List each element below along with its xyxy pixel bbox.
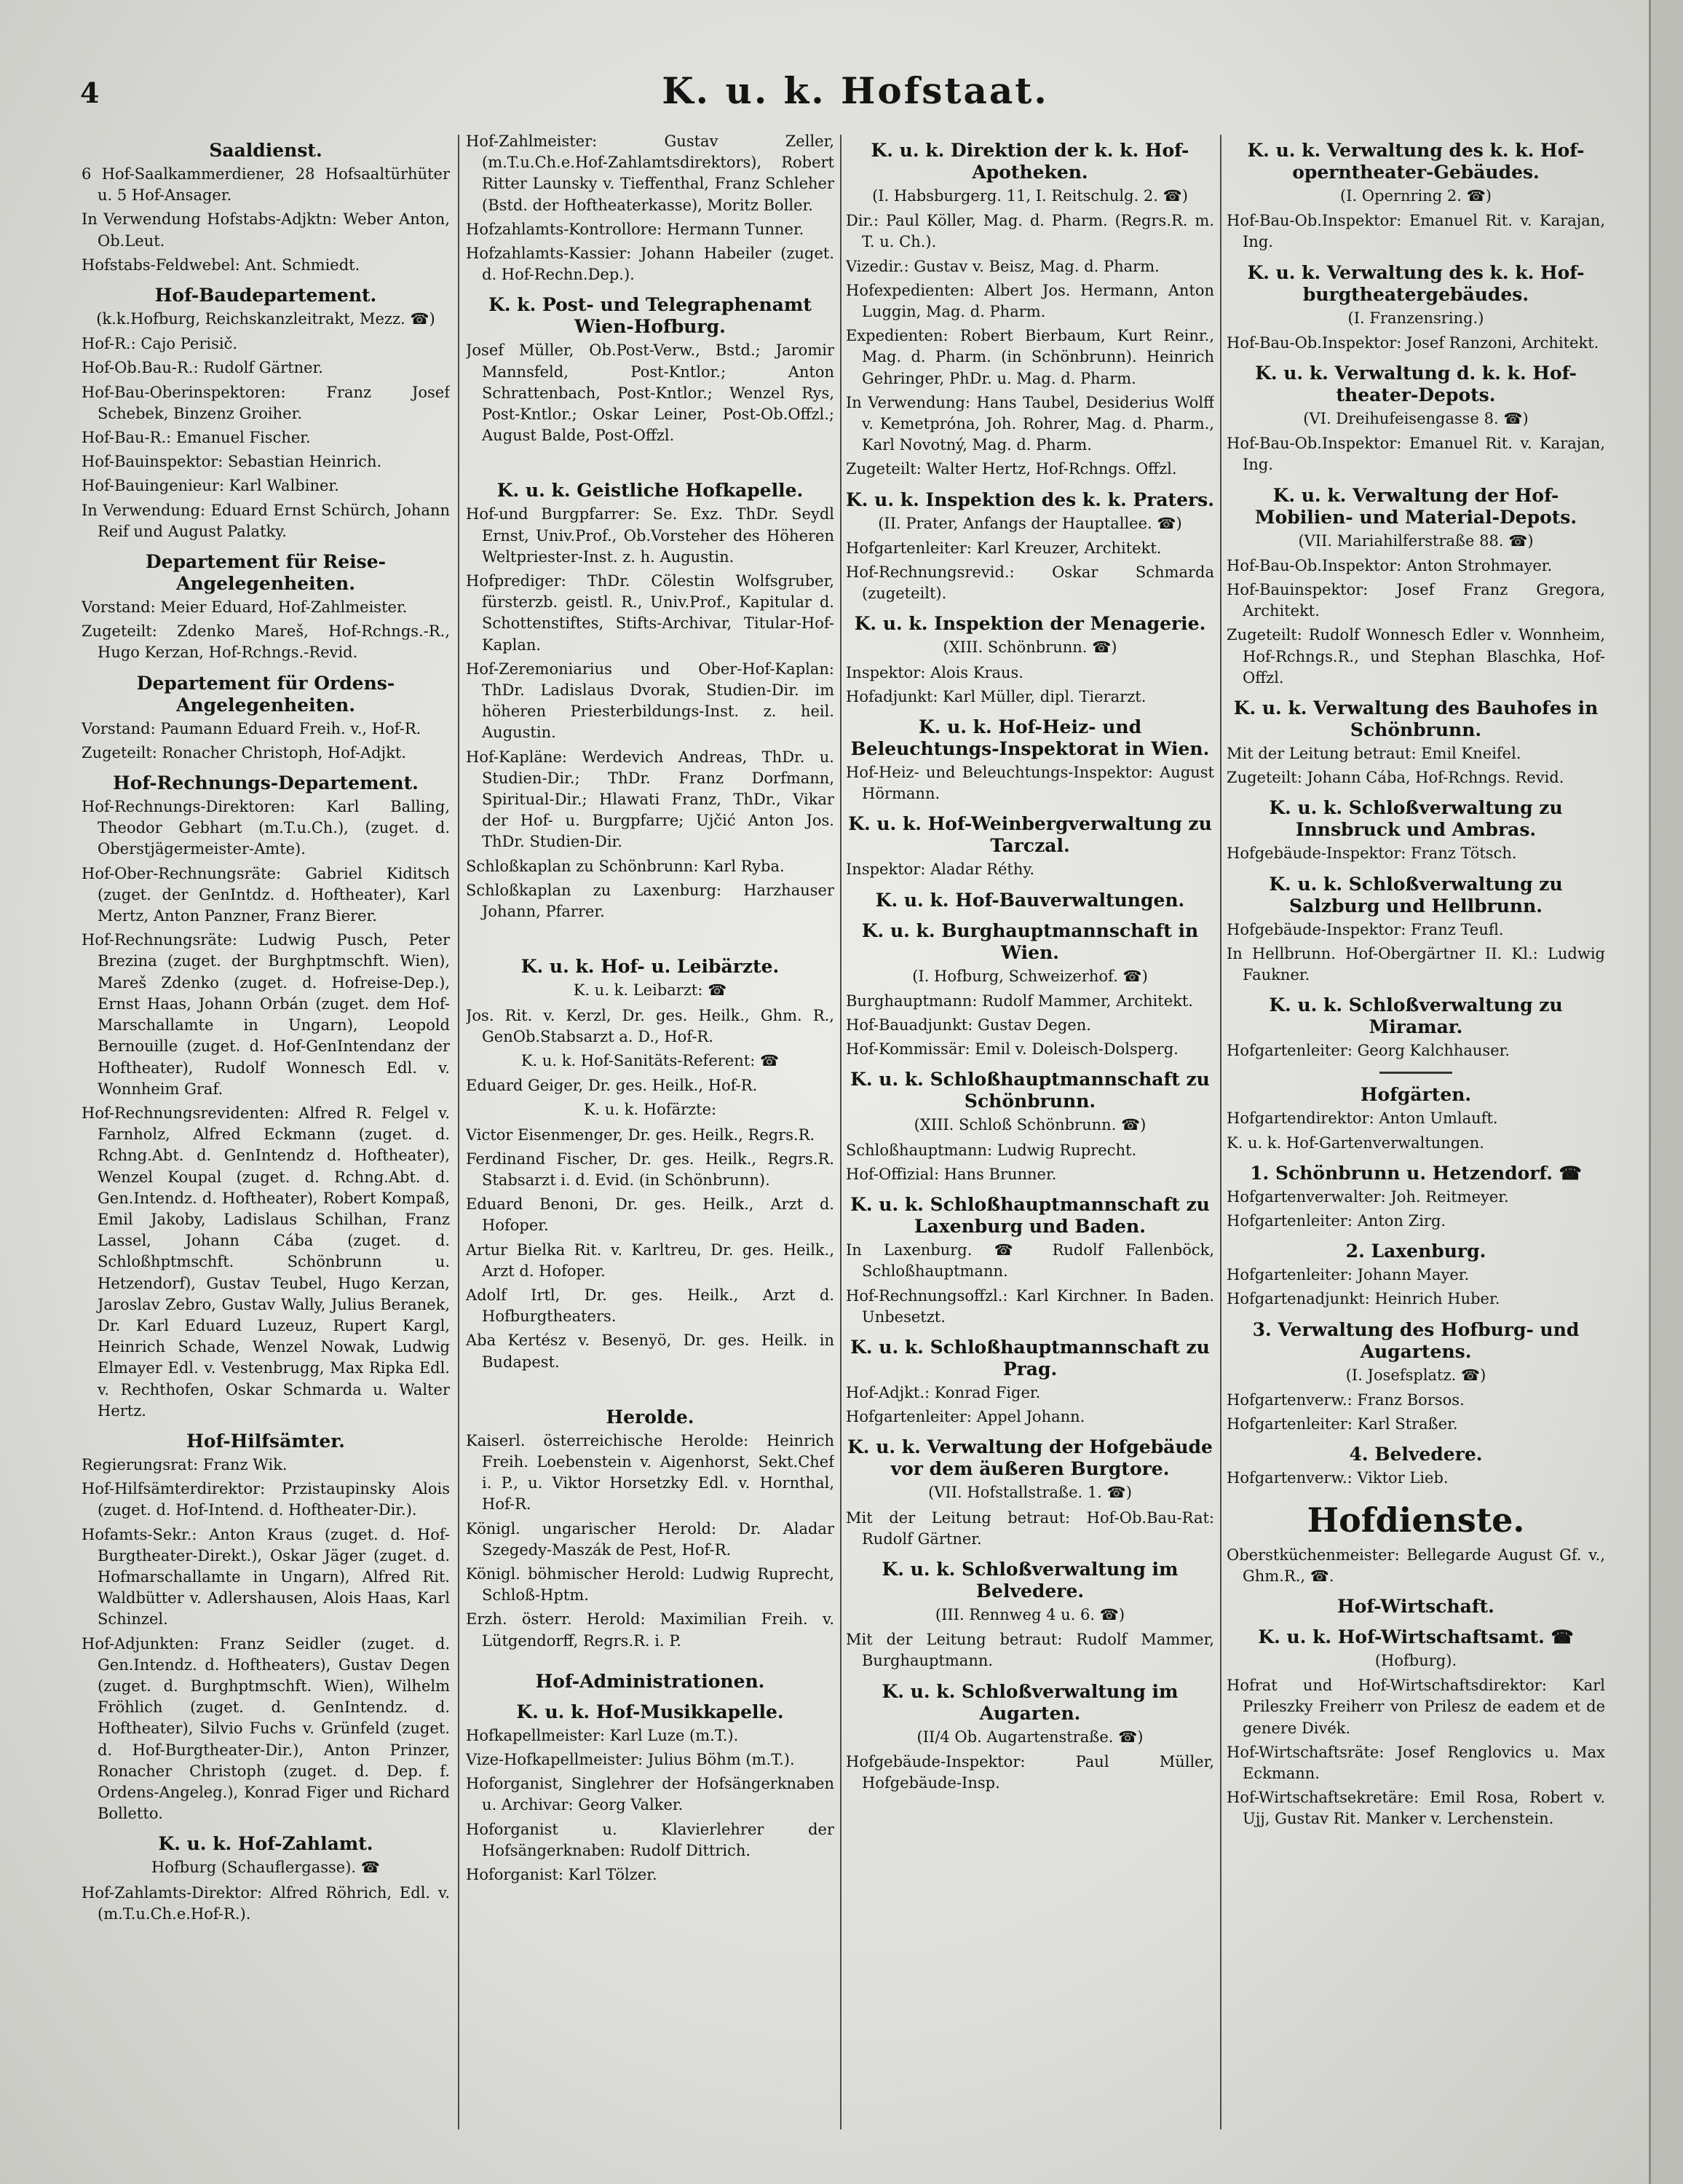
entry-text: Hof-Wirtschaftsräte: Josef Renglovics u. Max Eckmann. [1227, 1743, 1605, 1782]
address-line: (I. Habsburgerg. 11, I. Reitschulg. 2. ☎) [872, 187, 1188, 205]
entry-text: Eduard Geiger, Dr. ges. Heilk., Hof-R. [466, 1077, 758, 1095]
entry-text: Vize-Hofkapellmeister: Julius Böhm (m.T.). [466, 1750, 795, 1768]
separator-rule [1379, 1072, 1452, 1074]
section-heading: K. u. k. Hof-Wirtschaftsamt. ☎ [1258, 1626, 1574, 1647]
section-heading: Hofgärten. [1360, 1084, 1472, 1106]
entry-text: Inspektor: Alois Kraus. [846, 663, 1023, 681]
entry-text: Königl. ungarischer Herold: Dr. Aladar Szegedy-Maszák de Pest, Hof-R. [466, 1519, 834, 1559]
address-line: (I. Opernring 2. ☎) [1340, 187, 1492, 205]
entry-text: Hof-Ob.Bau-R.: Rudolf Gärtner. [82, 359, 323, 377]
section-heading: K. u. k. Hof-Weinbergverwaltung zu Tarczal. [848, 813, 1212, 857]
entry-text: Hof-Bau-Ob.Inspektor: Josef Ranzoni, Architekt. [1227, 333, 1599, 352]
entry-text: Hofamts-Sekr.: Anton Kraus (zuget. d. Hof-Burgtheater-Direkt.), Oskar Jäger (zuget. d. Hofmarschallamte in Ungarn), Alfred Rit. Waldbütter v. Adlershausen, Alois Haas, Karl Schinzel. [82, 1525, 450, 1629]
entry-text: Hofzahlamts-Kassier: Johann Habeiler (zuget. d. Hof-Rechn.Dep.). [466, 245, 834, 284]
entry-text: Hof-und Burgpfarrer: Se. Exz. ThDr. Seydl Ernst, Univ.Prof., Ob.Vorsteher des Höheren Weltpriester-Inst. z. h. Augustin. [466, 505, 834, 566]
entry-text: Vizedir.: Gustav v. Beisz, Mag. d. Pharm. [846, 257, 1160, 275]
section-heading: K. u. k. Schloßverwaltung im Augarten. [882, 1680, 1179, 1724]
entry-text: Hof-Kommissär: Emil v. Doleisch-Dolsperg. [846, 1040, 1179, 1059]
entry-text: Hof-Zeremoniarius und Ober-Hof-Kaplan: ThDr. Ladislaus Dvorak, Studien-Dir. im höheren Priesterbildungs-Inst. z. heil. Augustin. [466, 660, 834, 742]
entry-text: Hof-Offizial: Hans Brunner. [846, 1165, 1057, 1183]
entry-text: Expedienten: Robert Bierbaum, Kurt Reinr., Mag. d. Pharm. (in Schönbrunn). Heinrich Gehringer, PhDr. u. Mag. d. Pharm. [846, 327, 1214, 387]
entry-text: Schloßkaplan zu Laxenburg: Harzhauser Johann, Pfarrer. [466, 881, 834, 921]
column-4 [1227, 131, 1605, 2140]
address-line: (II. Prater, Anfangs der Hauptallee. ☎) [878, 514, 1182, 532]
section-heading: K. u. k. Burghauptmannschaft in Wien. [861, 919, 1199, 963]
entry-text: Hofgartenleiter: Appel Johann. [846, 1408, 1085, 1426]
column-2 [466, 131, 834, 2140]
entry-text: 6 Hof-Saalkammerdiener, 28 Hofsaaltürhüter u. 5 Hof-Ansager. [82, 165, 450, 205]
section-heading: K. u. k. Verwaltung des k. k. Hof-operntheater-Gebäudes. [1247, 140, 1585, 183]
address-line: (VII. Mariahilferstraße 88. ☎) [1298, 531, 1534, 550]
entry-text: In Hellbrunn. Hof-Obergärtner II. Kl.: Ludwig Faukner. [1227, 944, 1605, 984]
entry-text: Hofgartenleiter: Karl Kreuzer, Architekt. [846, 539, 1162, 557]
entry-text: Mit der Leitung betraut: Hof-Ob.Bau-Rat: Rudolf Gärtner. [846, 1508, 1214, 1548]
section-heading: K. u. k. Hof-Bauverwaltungen. [875, 889, 1185, 911]
address-line: (I. Franzensring.) [1347, 309, 1484, 327]
entry-text: Kaiserl. österreichische Herolde: Heinrich Freih. Loebenstein v. Aigenhorst, Sekt.Chef i. P., u. Viktor Horsetzky Edl. v. Hornthal, Hof-R. [466, 1431, 834, 1514]
section-heading: K. u. k. Hof-Musikkapelle. [516, 1701, 784, 1722]
entry-text: Vorstand: Meier Eduard, Hof-Zahlmeister. [82, 598, 408, 617]
entry-text: Hof-Adjkt.: Konrad Figer. [846, 1383, 1041, 1401]
entry-text: Schloßhauptmann: Ludwig Ruprecht. [846, 1141, 1137, 1159]
entry-text: Hofgartenverw.: Franz Borsos. [1227, 1390, 1465, 1409]
address-line: K. u. k. Leibarzt: ☎ [573, 981, 727, 1000]
section-heading: K. u. k. Hof- u. Leibärzte. [520, 956, 780, 978]
section-heading: Hof-Wirtschaft. [1337, 1595, 1494, 1617]
major-heading: Hofdienste. [1307, 1500, 1525, 1540]
entry-text: Hofgartenverw.: Viktor Lieb. [1227, 1469, 1449, 1487]
entry-text: Josef Müller, Ob.Post-Verw., Bstd.; Jaromir Mannsfeld, Post-Kntlor.; Anton Schrattenbach, Post-Kntlor.; Wenzel Rys, Post-Kntlor.; Oskar Leiner, Post-Ob.Offzl.; August Balde, Post-Offzl. [466, 341, 834, 445]
entry-text: Oberstküchenmeister: Bellegarde August Gf. v., Ghm.R., ☎. [1227, 1546, 1605, 1585]
section-heading: K. u. k. Schloßverwaltung zu Salzburg und Hellbrunn. [1269, 873, 1563, 917]
entry-text: Victor Eisenmenger, Dr. ges. Heilk., Regrs.R. [466, 1125, 815, 1144]
entry-text: Hofzahlamts-Kontrollore: Hermann Tunner. [466, 220, 804, 238]
column-rule [840, 135, 842, 2129]
address-line: (VII. Hofstallstraße. 1. ☎) [928, 1484, 1132, 1502]
entry-text: Schloßkaplan zu Schönbrunn: Karl Ryba. [466, 857, 785, 875]
section-heading: K. u. k. Inspektion des k. k. Praters. [846, 488, 1214, 510]
entry-text: Hof-Bau-Ob.Inspektor: Emanuel Rit. v. Karajan, Ing. [1227, 212, 1605, 251]
section-heading: K. u. k. Verwaltung des k. k. Hof-burgtheatergebäudes. [1247, 261, 1585, 305]
entry-text: Hofgebäude-Inspektor: Franz Tötsch. [1227, 844, 1517, 863]
section-heading: Hof-Administrationen. [535, 1670, 765, 1692]
entry-text: Hof-Rechnungs-Direktoren: Karl Balling, Theodor Gebhart (m.T.u.Ch.), (zuget. d. Oberstjägermeister-Amte). [82, 798, 450, 858]
entry-text: Hof-Bauadjunkt: Gustav Degen. [846, 1016, 1091, 1034]
section-heading: Hof-Rechnungs-Departement. [113, 772, 419, 794]
spacer [466, 1655, 834, 1662]
entry-text: Hof-Kapläne: Werdevich Andreas, ThDr. u. Studien-Dir.; ThDr. Franz Dorfmann, Spiritual-Dir.; Hlawati Franz, ThDr., Vikar der Hof- u. Burgpfarre; Ujčić Anton Jos. ThDr. Studien-Dir. [466, 748, 834, 851]
entry-text: K. u. k. Hof-Gartenverwaltungen. [1227, 1133, 1484, 1152]
entry-text: Hofgartenleiter: Karl Straßer. [1227, 1415, 1458, 1433]
column-1 [82, 131, 450, 2140]
address-line: (XIII. Schönbrunn. ☎) [943, 638, 1117, 657]
entry-text: Hof-Wirtschaftsekretäre: Emil Rosa, Robert v. Ujj, Gustav Rit. Manker v. Lerchenstein. [1227, 1789, 1605, 1828]
entry-text: Hof-Rechnungsrevidenten: Alfred R. Felgel v. Farnholz, Alfred Eckmann (zuget. d. Rchng.Abt. d. GenIntendz d. Hoftheater), Wenzel Koupal (zuget. d. Rchng.Abt. d. Gen.Intendz. d. Hoftheater), Robert Kompaß, Emil Jakoby, Ladislaus Schilhan, Franz Lassel, Johann Cába (zuget. d. Schloßhptmschft. Schönbrunn u. Hetzendorf), Gustav Teubel, Hugo Kerzan, Jaroslav Zebro, Gustav Wally, Julius Beranek, Dr. Karl Eduard Luzeuz, Rupert Kargl, Heinrich Schade, Wenzel Nowak, Ludwig Elmayer Edl. v. Vestenbrugg, Max Ripka Edl. v. Rechthofen, Oskar Schmarda u. Walter Hertz. [82, 1104, 450, 1420]
entry-text: Hof-Bau-Ob.Inspektor: Emanuel Rit. v. Karajan, Ing. [1227, 435, 1605, 474]
section-heading: K. u. k. Schloßhauptmannschaft zu Prag. [850, 1336, 1210, 1380]
entry-text: Dir.: Paul Köller, Mag. d. Pharm. (Regrs.R. m. T. u. Ch.). [846, 212, 1214, 251]
entry-text: Zugeteilt: Ronacher Christoph, Hof-Adjkt. [82, 743, 406, 761]
entry-text: Regierungsrat: Franz Wik. [82, 1455, 288, 1473]
spacer [466, 449, 834, 471]
entry-text: Hof-Bau-Oberinspektoren: Franz Josef Schebek, Binzenz Groiher. [82, 383, 450, 422]
entry-text: Hof-Rechnungsoffzl.: Karl Kirchner. In Baden. Unbesetzt. [846, 1286, 1214, 1326]
address-line: (k.k.Hofburg, Reichskanzleitrakt, Mezz. ☎) [96, 310, 435, 328]
section-heading: K. u. k. Verwaltung der Hofgebäude vor dem äußeren Burgtore. [847, 1436, 1213, 1480]
entry-text: Aba Kertész v. Besenyö, Dr. ges. Heilk. in Budapest. [466, 1332, 834, 1371]
entry-text: Hofgartenadjunkt: Heinrich Huber. [1227, 1290, 1500, 1308]
entry-text: Zugeteilt: Rudolf Wonnesch Edler v. Wonnheim, Hof-Rchngs.R., und Stephan Blaschka, Hof-Offzl. [1227, 626, 1605, 687]
section-heading: Departement für Reise-Angelegenheiten. [145, 551, 387, 595]
entry-text: Hofadjunkt: Karl Müller, dipl. Tierarzt. [846, 687, 1147, 705]
section-heading: K. u. k. Schloßverwaltung im Belvedere. [882, 1558, 1179, 1602]
entry-text: Hofgartenverwalter: Joh. Reitmeyer. [1227, 1187, 1509, 1206]
address-line: (I. Hofburg, Schweizerhof. ☎) [912, 967, 1148, 985]
section-heading: 4. Belvedere. [1349, 1444, 1483, 1465]
entry-text: Inspektor: Aladar Réthy. [846, 860, 1035, 879]
entry-text: Hofgebäude-Inspektor: Franz Teufl. [1227, 920, 1504, 938]
entry-text: Hofrat und Hof-Wirtschaftsdirektor: Karl Prileszky Freiherr von Prilesz de eadem et de genere Divék. [1227, 1677, 1605, 1737]
section-heading: K. u. k. Hof-Heiz- und Beleuchtungs-Inspektorat in Wien. [850, 716, 1210, 760]
entry-text: Hoforganist u. Klavierlehrer der Hofsängerknaben: Rudolf Dittrich. [466, 1820, 834, 1859]
column-rule [1220, 135, 1221, 2129]
entry-text: Hof-Zahlmeister: Gustav Zeller, (m.T.u.Ch.e.Hof-Zahlamtsdirektors), Robert Ritter Launsky v. Tieffenthal, Franz Schleher (Bstd. der Hoftheaterkasse), Moritz Boller. [466, 132, 834, 214]
entry-text: In Verwendung: Eduard Ernst Schürch, Johann Reif und August Palatky. [82, 501, 450, 540]
entry-text: Jos. Rit. v. Kerzl, Dr. ges. Heilk., Ghm. R., GenOb.Stabsarzt a. D., Hof-R. [466, 1006, 834, 1045]
running-head: K. u. k. Hofstaat. [662, 69, 1049, 112]
entry-text: Hofprediger: ThDr. Cölestin Wolfsgruber, fürsterzb. geistl. R., Univ.Prof., Kapitular d. Schottenstiftes, Stifts-Archivar, Titular-Hof-Kaplan. [466, 572, 834, 654]
entry-text: Mit der Leitung betraut: Rudolf Mammer, Burghauptmann. [846, 1631, 1214, 1670]
entry-text: Hof-Adjunkten: Franz Seidler (zuget. d. Gen.Intendz. d. Hoftheaters), Gustav Degen (zuget. d. Burghptmschft. Wien), Wilhelm Fröhlich (zuget. d. GenIntendz. d. Hoftheater), Silvio Fuchs v. Grünfeld (zuget. d. Hof-Burgtheater-Dir.), Anton Prinzer, Ronacher Christoph (zuget. d. Dep. f. Ordens-Angeleg.), Konrad Figer und Richard Bolletto. [82, 1634, 450, 1823]
entry-text: Adolf Irtl, Dr. ges. Heilk., Arzt d. Hofburgtheaters. [466, 1286, 834, 1326]
entry-text: Zugeteilt: Johann Cába, Hof-Rchngs. Revid. [1227, 769, 1564, 787]
column-rule [458, 135, 459, 2129]
section-heading: Hof-Baudepartement. [154, 285, 377, 306]
entry-text: Hof-Rechnungsräte: Ludwig Pusch, Peter Brezina (zuget. der Burghptmschft. Wien), Mareš Zdenko (zuget. d. Hofreise-Dep.), Ernst Haas, Johann Orbán (zuget. dem Hof-Marschallamte in Ungarn), Leopold Bernouille (zuget. d. Hof-GenIntendanz der Hoftheater), Rudolf Wonnesch Edl. v. Wonnheim Graf. [82, 931, 450, 1098]
entry-text: Hoforganist: Karl Tölzer. [466, 1866, 657, 1883]
spacer [466, 1376, 834, 1398]
entry-text: Hof-Bauinspektor: Josef Franz Gregora, Architekt. [1227, 581, 1605, 620]
page-number: 4 [80, 76, 100, 109]
entry-text: Hofexpedienten: Albert Jos. Hermann, Anton Luggin, Mag. d. Pharm. [846, 281, 1214, 321]
address-line: Hofburg (Schauflergasse). ☎ [151, 1859, 380, 1877]
address-line: (VI. Dreihufeisengasse 8. ☎) [1303, 410, 1529, 428]
entry-text: Hofgartenleiter: Anton Zirg. [1227, 1212, 1446, 1230]
entry-text: Hof-Zahlamts-Direktor: Alfred Röhrich, Edl. v. (m.T.u.Ch.e.Hof-R.). [82, 1883, 450, 1923]
section-heading: K. u. k. Verwaltung des Bauhofes in Schönbrunn. [1233, 697, 1599, 741]
entry-text: Hofkapellmeister: Karl Luze (m.T.). [466, 1726, 739, 1744]
section-heading: K. u. k. Schloßhauptmannschaft zu Laxenburg und Baden. [850, 1194, 1210, 1238]
page-header [80, 69, 1631, 127]
entry-text: Königl. böhmischer Herold: Ludwig Ruprecht, Schloß-Hptm. [466, 1564, 834, 1605]
section-heading: 1. Schönbrunn u. Hetzendorf. ☎ [1250, 1162, 1582, 1184]
entry-text: Hof-Bauinspektor: Sebastian Heinrich. [82, 453, 382, 471]
entry-text: Hof-Bau-Ob.Inspektor: Anton Strohmayer. [1227, 556, 1553, 574]
entry-text: Vorstand: Paumann Eduard Freih. v., Hof-R. [82, 719, 421, 737]
entry-text: Erzh. österr. Herold: Maximilian Freih. v. Lütgendorff, Regrs.R. i. P. [466, 1610, 834, 1650]
entry-text: Burghauptmann: Rudolf Mammer, Architekt. [846, 992, 1193, 1010]
address-line: K. u. k. Hof-Sanitäts-Referent: ☎ [520, 1051, 780, 1069]
section-heading: Saaldienst. [209, 140, 322, 161]
section-heading: K. u. k. Geistliche Hofkapelle. [496, 480, 804, 502]
section-heading: K. u. k. Verwaltung der Hof-Mobilien- und Material-Depots. [1254, 484, 1577, 528]
entry-text: Hof-Hilfsämterdirektor: Przistaupinsky Alois (zuget. d. Hof-Intend. d. Hoftheater-Dir.). [82, 1480, 450, 1519]
section-heading: K. u. k. Direktion der k. k. Hof-Apotheken. [871, 140, 1189, 183]
entry-text: Hofgartenleiter: Georg Kalchhauser. [1227, 1042, 1510, 1060]
entry-text: Hof-Ober-Rechnungsräte: Gabriel Kiditsch (zuget. der GenIntdz. d. Hoftheater), Karl Mertz, Anton Panzner, Franz Bierer. [82, 864, 450, 925]
section-heading: K. u. k. Inspektion der Menagerie. [854, 613, 1206, 635]
entry-text: Zugeteilt: Zdenko Mareš, Hof-Rchngs.-R., Hugo Kerzan, Hof-Rchngs.-Revid. [82, 622, 450, 662]
entry-text: Eduard Benoni, Dr. ges. Heilk., Arzt d. Hofoper. [466, 1195, 834, 1235]
entry-text: Hofgebäude-Inspektor: Paul Müller, Hofgebäude-Insp. [846, 1752, 1214, 1792]
address-line: (XIII. Schloß Schönbrunn. ☎) [914, 1116, 1147, 1134]
section-heading: 2. Laxenburg. [1345, 1241, 1486, 1262]
entry-text: Zugeteilt: Walter Hertz, Hof-Rchngs. Offzl. [846, 460, 1177, 478]
entry-text: Hofgartenleiter: Johann Mayer. [1227, 1266, 1470, 1284]
spacer [466, 925, 834, 947]
entry-text: Artur Bielka Rit. v. Karltreu, Dr. ges. Heilk., Arzt d. Hofoper. [466, 1241, 834, 1280]
entry-text: Hof-Bauingenieur: Karl Walbiner. [82, 477, 339, 495]
entry-text: Hof-R.: Cajo Perisič. [82, 335, 238, 353]
entry-text: In Laxenburg. ☎ Rudolf Fallenböck, Schloßhauptmann. [846, 1241, 1214, 1281]
section-heading: K. k. Post- und Telegraphenamt Wien-Hofburg. [488, 294, 812, 338]
page-edge [1649, 0, 1683, 2184]
entry-text: Hofgartendirektor: Anton Umlauft. [1227, 1109, 1498, 1128]
entry-text: Ferdinand Fischer, Dr. ges. Heilk., Regrs.R. Stabsarzt i. d. Evid. (in Schönbrunn). [466, 1150, 834, 1189]
address-line: (III. Rennweg 4 u. 6. ☎) [935, 1605, 1125, 1623]
entry-text: Hof-Rechnungsrevid.: Oskar Schmarda (zugeteilt). [846, 563, 1214, 603]
address-line: (Hofburg). [1374, 1651, 1457, 1669]
column-3 [846, 131, 1214, 2140]
section-heading: Herolde. [606, 1406, 694, 1428]
section-heading: K. u. k. Hof-Zahlamt. [158, 1833, 373, 1855]
section-heading: Departement für Ordens-Angelegenheiten. [136, 672, 395, 716]
section-heading: Hof-Hilfsämter. [186, 1430, 345, 1452]
section-heading: K. u. k. Schloßhauptmannschaft zu Schönbrunn. [850, 1069, 1210, 1112]
address-line: K. u. k. Hofärzte: [583, 1101, 717, 1119]
section-heading: K. u. k. Verwaltung d. k. k. Hof-theater-Depots. [1255, 363, 1577, 406]
address-line: (I. Josefsplatz. ☎) [1345, 1366, 1486, 1384]
address-line: (II/4 Ob. Augartenstraße. ☎) [916, 1728, 1144, 1746]
entry-text: Hofstabs-Feldwebel: Ant. Schmiedt. [82, 256, 360, 274]
section-heading: K. u. k. Schloßverwaltung zu Innsbruck und Ambras. [1269, 797, 1563, 841]
section-heading: 3. Verwaltung des Hofburg- und Augartens. [1252, 1318, 1580, 1362]
entry-text: In Verwendung: Hans Taubel, Desiderius Wolff v. Kemetpróna, Joh. Rohrer, Mag. d. Pharm., Karl Novotný, Mag. d. Pharm. [846, 393, 1214, 454]
entry-text: Hof-Heiz- und Beleuchtungs-Inspektor: August Hörmann. [846, 764, 1214, 803]
entry-text: Hoforganist, Singlehrer der Hofsängerknaben u. Archivar: Georg Valker. [466, 1775, 834, 1814]
entry-text: Mit der Leitung betraut: Emil Kneifel. [1227, 745, 1521, 763]
section-heading: K. u. k. Schloßverwaltung zu Miramar. [1269, 994, 1563, 1038]
entry-text: Hof-Bau-R.: Emanuel Fischer. [82, 429, 311, 447]
entry-text: In Verwendung Hofstabs-Adjktn: Weber Anton, Ob.Leut. [82, 210, 450, 250]
